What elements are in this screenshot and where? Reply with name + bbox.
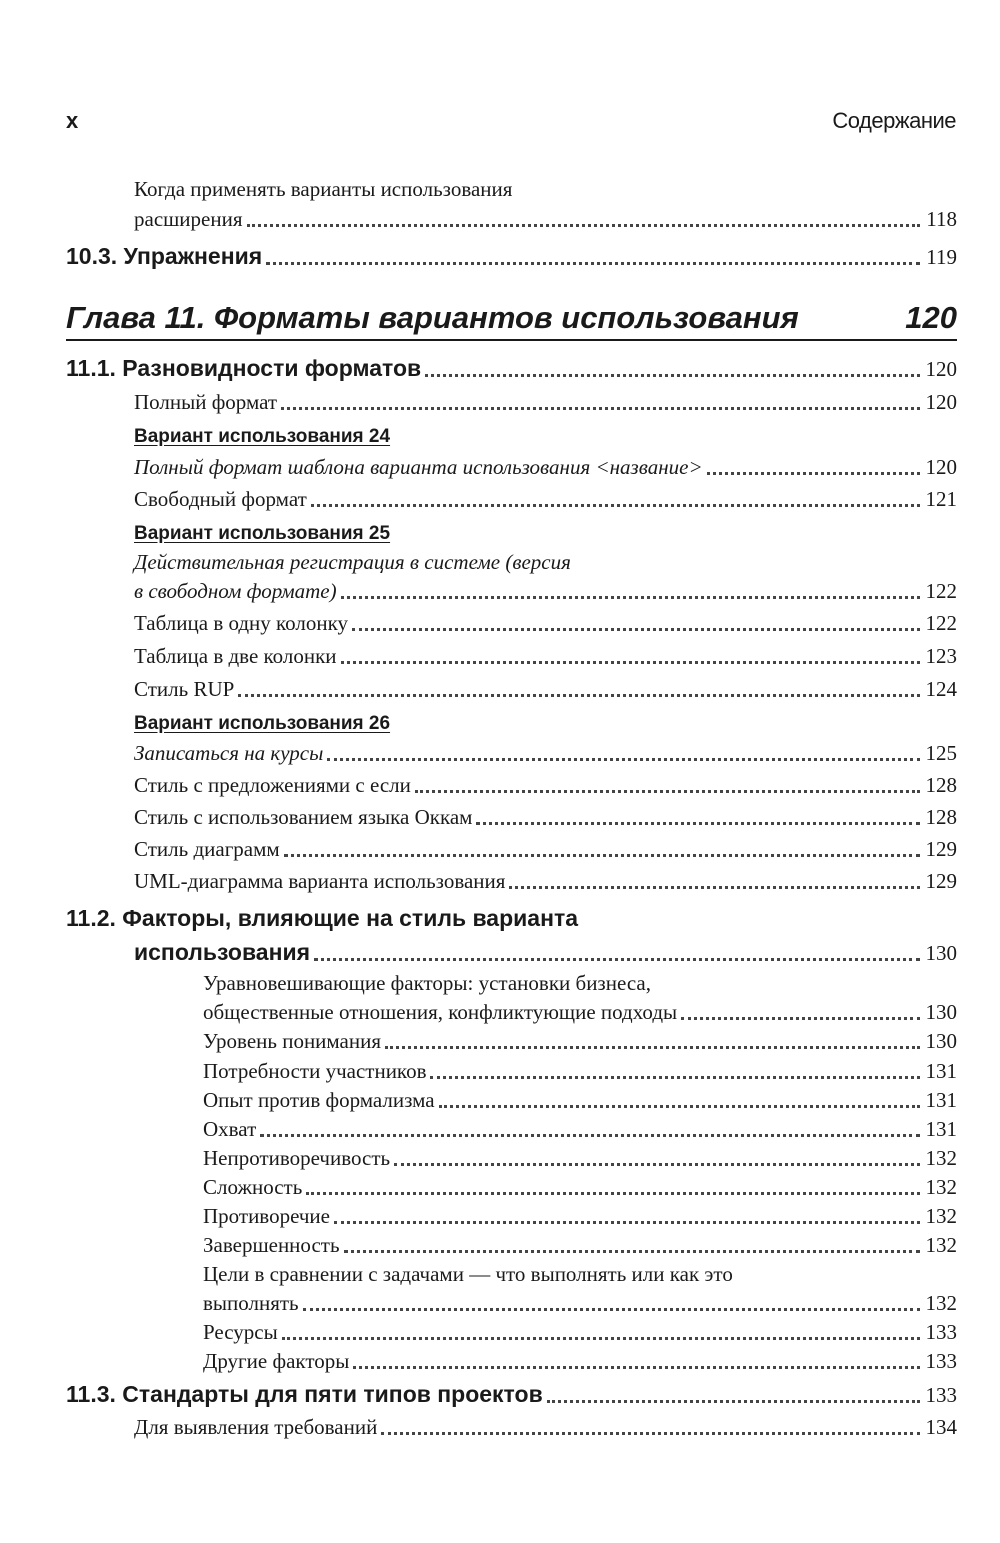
toc-entry [203, 1255, 957, 1287]
toc-entry-text: Охват [203, 1117, 257, 1141]
toc-entry [203, 1342, 957, 1374]
dot-leader [238, 694, 919, 697]
toc-section-text: 10.3. Упражнения [66, 243, 263, 269]
toc-entry-text: Записаться на курсы [134, 741, 324, 765]
toc-entry [203, 1284, 957, 1316]
toc-section [66, 238, 957, 270]
toc-page: 121 [925, 487, 957, 511]
toc-entry-text: Стиль с использованием языка Оккам [134, 805, 473, 829]
toc-entry [203, 1139, 957, 1171]
use-case-label-text: Вариант использования 25 [134, 523, 391, 544]
toc-page: 129 [925, 869, 957, 893]
toc-entry-text: выполнять [203, 1291, 299, 1315]
toc-page: 130 [925, 1000, 957, 1024]
toc-entry [203, 1197, 957, 1229]
dot-leader [352, 628, 919, 631]
use-case-label [134, 513, 957, 545]
dot-leader [344, 1250, 920, 1253]
dot-leader [547, 1400, 920, 1403]
dot-leader [341, 661, 920, 664]
toc-entry-text: расширения [134, 207, 243, 231]
toc-entry-text: в свободном формате) [134, 579, 337, 603]
toc-page: 120 [925, 455, 957, 479]
toc-section [66, 1376, 957, 1408]
dot-leader [415, 790, 920, 793]
toc-page: 133 [925, 1349, 957, 1373]
toc-page: 125 [925, 741, 957, 765]
toc-entry-text: Уровень понимания [203, 1029, 382, 1053]
toc-section-text: использования [134, 939, 311, 965]
toc-entry [134, 604, 957, 636]
toc-entry [134, 830, 957, 862]
toc-entry [134, 1408, 957, 1440]
dot-leader [303, 1308, 920, 1311]
chapter-title: Глава 11. Форматы вариантов использования [66, 300, 799, 335]
dot-leader [306, 1192, 919, 1195]
toc-page: 120 [925, 390, 957, 414]
toc-entry-text: Другие факторы [203, 1349, 350, 1373]
toc-entry [203, 1168, 957, 1200]
toc-entry-text: Уравновешивающие факторы: установки бизнеса, [203, 971, 651, 995]
toc-entry [134, 572, 957, 604]
toc-page: 132 [925, 1291, 957, 1315]
toc-page: 119 [926, 245, 957, 269]
toc-entry-text: Полный формат шаблона варианта использования <название> [134, 455, 703, 479]
toc-entry-text: Завершенность [203, 1233, 340, 1257]
dot-leader [707, 472, 920, 475]
use-case-label-text: Вариант использования 24 [134, 426, 391, 447]
chapter-page: 120 [905, 300, 957, 335]
toc-entry [134, 734, 957, 766]
toc-entry [203, 993, 957, 1025]
toc-section [66, 350, 957, 382]
toc-page: 122 [925, 579, 957, 603]
toc-entry [203, 1313, 957, 1345]
dot-leader [681, 1017, 919, 1020]
toc-page: 129 [925, 837, 957, 861]
toc-page: 130 [925, 1029, 957, 1053]
toc-section-text: 11.1. Разновидности форматов [66, 355, 422, 381]
toc-entry-text: Опыт против формализма [203, 1088, 435, 1112]
dot-leader [353, 1366, 919, 1369]
toc-entry [134, 170, 957, 202]
toc-entry [134, 480, 957, 512]
toc-entry [203, 1052, 957, 1084]
toc-section [134, 934, 957, 966]
use-case-label [134, 703, 957, 735]
use-case-label-text: Вариант использования 26 [134, 713, 391, 734]
toc-page: 134 [925, 1415, 957, 1439]
chapter-heading [66, 294, 957, 341]
toc-entry-text: Стиль с предложениями с если [134, 773, 411, 797]
toc-entry [134, 200, 957, 232]
toc-page: 120 [925, 357, 957, 381]
toc-entry-text: Для выявления требований [134, 1415, 378, 1439]
toc-page: 130 [925, 941, 957, 965]
toc-entry-text: Стиль RUP [134, 677, 235, 701]
dot-leader [327, 758, 919, 761]
toc-entry-text: Таблица в две колонки [134, 644, 337, 668]
toc-entry-text: Сложность [203, 1175, 303, 1199]
toc-page: 132 [925, 1175, 957, 1199]
use-case-label [134, 416, 957, 448]
toc-entry [134, 448, 957, 480]
dot-leader [509, 886, 919, 889]
toc-page: 131 [925, 1059, 957, 1083]
toc-entry [134, 637, 957, 669]
toc-entry [134, 383, 957, 415]
dot-leader [247, 224, 921, 227]
toc-entry-text: Таблица в одну колонку [134, 611, 349, 635]
toc-entry [203, 1226, 957, 1258]
toc-entry [134, 670, 957, 702]
dot-leader [311, 504, 920, 507]
toc-page: 118 [926, 207, 957, 231]
dot-leader [282, 1337, 920, 1340]
toc-entry [134, 766, 957, 798]
toc-page: 128 [925, 773, 957, 797]
toc-page: 133 [925, 1320, 957, 1344]
dot-leader [394, 1163, 919, 1166]
toc-section [66, 900, 957, 932]
toc-entry-text: Стиль диаграмм [134, 837, 280, 861]
toc-entry-text: Действительная регистрация в системе (версия [134, 550, 571, 574]
toc-page: 132 [925, 1146, 957, 1170]
running-title: Содержание [832, 108, 956, 133]
dot-leader [476, 822, 919, 825]
toc-entry-text: UML-диаграмма варианта использования [134, 869, 506, 893]
toc-page: 131 [925, 1117, 957, 1141]
dot-leader [314, 958, 919, 961]
toc-entry-text: Противоречие [203, 1204, 330, 1228]
dot-leader [284, 854, 920, 857]
toc-section-text: 11.3. Стандарты для пяти типов проектов [66, 1381, 543, 1407]
toc-entry-text: Ресурсы [203, 1320, 278, 1344]
toc-page: 124 [925, 677, 957, 701]
toc-entry-text: Потребности участников [203, 1059, 427, 1083]
dot-leader [281, 407, 919, 410]
toc-entry [203, 1110, 957, 1142]
toc-page: 131 [925, 1088, 957, 1112]
toc-page: 133 [925, 1383, 957, 1407]
dot-leader [425, 374, 919, 377]
toc-page: 128 [925, 805, 957, 829]
toc-page: 132 [925, 1233, 957, 1257]
toc-entry [203, 964, 957, 996]
toc-entry [203, 1081, 957, 1113]
dot-leader [381, 1432, 919, 1435]
toc-page: 123 [925, 644, 957, 668]
dot-leader [430, 1076, 919, 1079]
toc-entry-text: Непротиворечивость [203, 1146, 391, 1170]
toc-section-text: 11.2. Факторы, влияющие на стиль варианта [66, 905, 579, 931]
toc-entry-text: общественные отношения, конфликтующие подходы [203, 1000, 678, 1024]
toc-entry-text: Цели в сравнении с задачами — что выполнять или как это [203, 1262, 733, 1286]
dot-leader [439, 1105, 920, 1108]
toc-entry [203, 1022, 957, 1054]
dot-leader [334, 1221, 920, 1224]
dot-leader [341, 596, 920, 599]
page-number: x [66, 108, 79, 133]
toc-page: 132 [925, 1204, 957, 1228]
toc-entry-text: Когда применять варианты использования [134, 177, 513, 201]
toc-page: 122 [925, 611, 957, 635]
toc-entry [134, 798, 957, 830]
toc-entry-text: Свободный формат [134, 487, 307, 511]
dot-leader [266, 262, 920, 265]
dot-leader [385, 1046, 919, 1049]
dot-leader [260, 1134, 919, 1137]
toc-entry [134, 862, 957, 894]
toc-entry-text: Полный формат [134, 390, 278, 414]
toc-entry [134, 543, 957, 575]
